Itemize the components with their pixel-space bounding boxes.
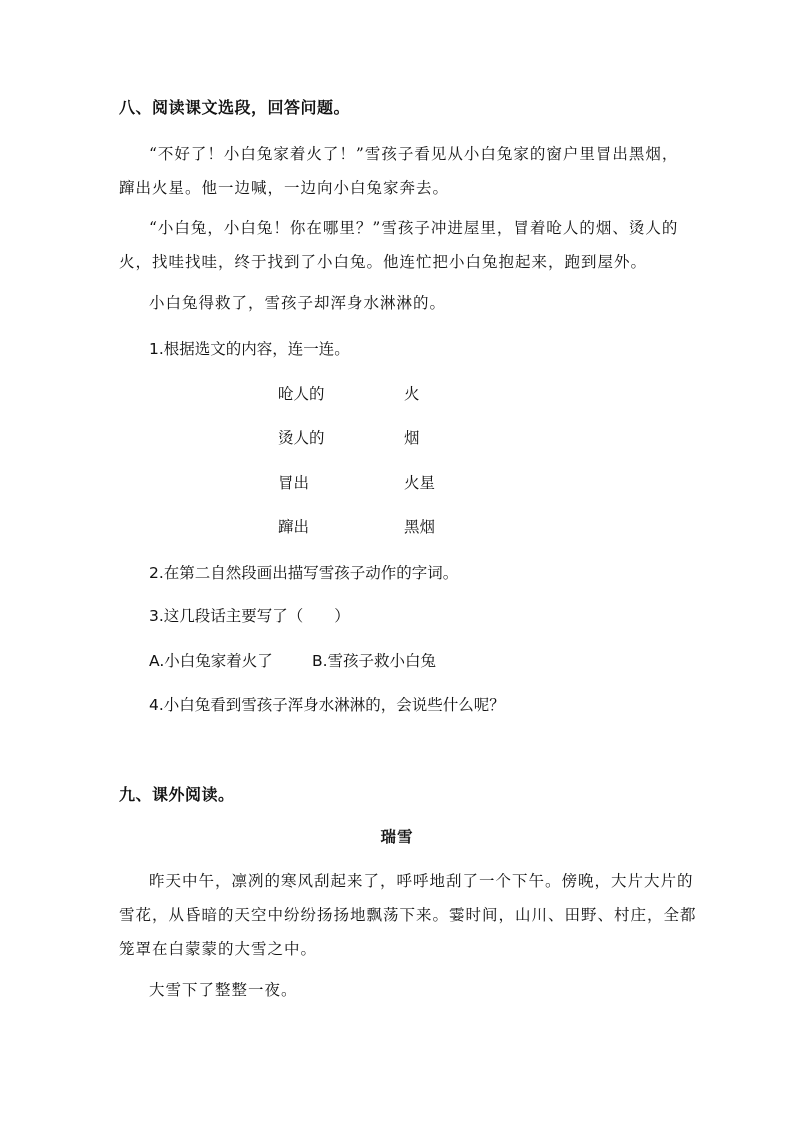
reading-paragraph-1-line-2: 雪花，从昏暗的天空中纷纷扬扬地飘荡下来。霎时间，山川、田野、村庄，全都 <box>119 906 697 924</box>
match-left-item: 冒出 <box>278 474 310 492</box>
question-2: 2.在第二自然段画出描写雪孩子动作的字词。 <box>149 564 459 582</box>
question-3-option-a: A.小白兔家着火了 <box>149 652 273 670</box>
match-right-item: 烟 <box>404 429 420 447</box>
section-9-heading: 九、课外阅读。 <box>119 785 235 804</box>
match-left-item: 呛人的 <box>278 385 325 403</box>
match-right-item: 火星 <box>404 474 436 492</box>
match-left-item: 蹿出 <box>278 518 310 536</box>
passage-1-line-1: “不好了！小白兔家着火了！”雪孩子看见从小白兔家的窗户里冒出黑烟， <box>149 145 679 163</box>
match-right-item: 火 <box>404 385 420 403</box>
reading-paragraph-1-line-1: 昨天中午，凛冽的寒风刮起来了，呼呼地刮了一个下午。傍晚，大片大片的 <box>149 872 694 890</box>
question-3: 3.这几段话主要写了（ ） <box>149 607 350 625</box>
question-3-option-b: B.雪孩子救小白兔 <box>312 652 437 670</box>
question-4: 4.小白兔看到雪孩子浑身水淋淋的，会说些什么呢？ <box>149 696 505 714</box>
match-right-item: 黑烟 <box>404 518 436 536</box>
match-left-item: 烫人的 <box>278 429 325 447</box>
reading-paragraph-2: 大雪下了整整一夜。 <box>149 981 298 999</box>
passage-3: 小白兔得救了，雪孩子却浑身水淋淋的。 <box>149 294 447 312</box>
passage-1-line-2: 蹿出火星。他一边喊，一边向小白兔家奔去。 <box>119 179 450 197</box>
passage-2-line-2: 火，找哇找哇，终于找到了小白兔。他连忙把小白兔抱起来，跑到屋外。 <box>119 253 648 271</box>
passage-2-line-1: “小白兔，小白兔！你在哪里？”雪孩子冲进屋里，冒着呛人的烟、烫人的 <box>149 219 679 237</box>
question-1: 1.根据选文的内容，连一连。 <box>149 340 350 358</box>
reading-paragraph-1-line-3: 笼罩在白蒙蒙的大雪之中。 <box>119 940 318 958</box>
reading-title: 瑞雪 <box>380 828 414 846</box>
section-8-heading: 八、阅读课文选段，回答问题。 <box>119 98 351 117</box>
